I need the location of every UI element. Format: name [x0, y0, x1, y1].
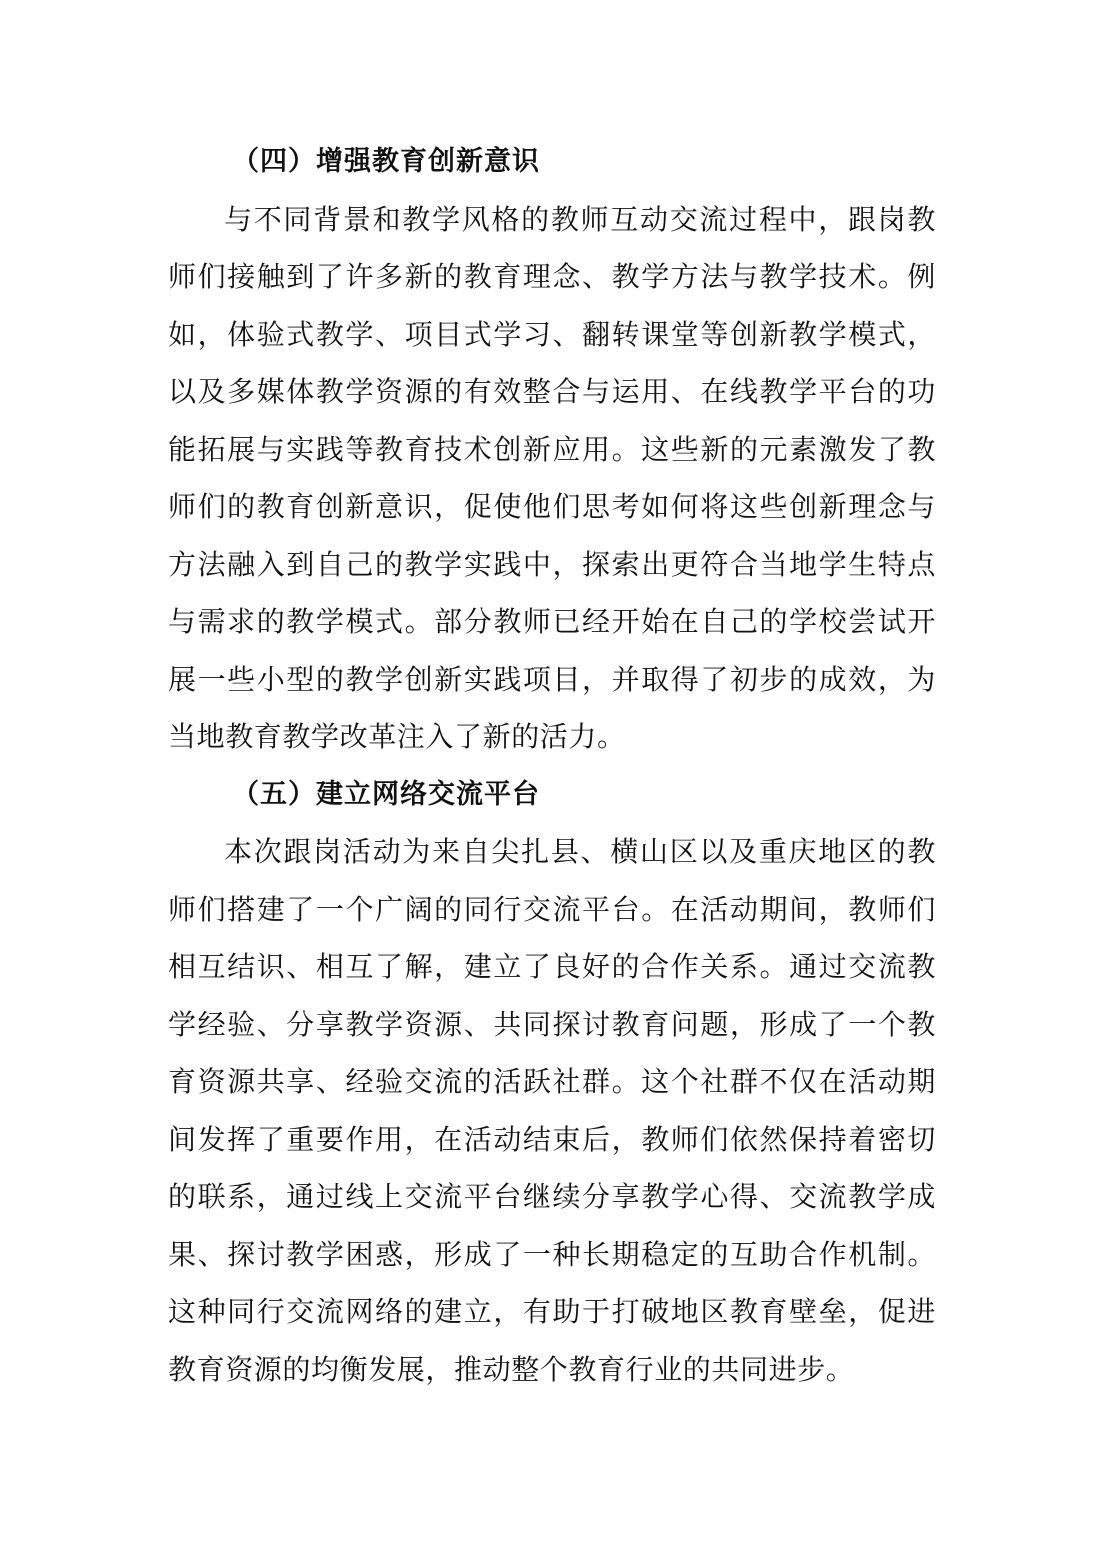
document-body — [168, 133, 936, 1398]
section-paragraph-network: 本次跟岗活动为来自尖扎县、横山区以及重庆地区的教师们搭建了一个广阔的同行交流平台。在活动期间，教师们相互结识、相互了解，建立了良好的合作关系。通过交流教学经验、分享教学资源、共同探讨教育问题，形成了一个教育资源共享、经验交流的活跃社群。这个社群不仅在活动期间发挥了重要作用，在活动结束后，教师们依然保持着密切的联系，通过线上交流平台继续分享教学心得、交流教学成果、探讨教学困惑，形成了一种长期稳定的互助合作机制。这种同行交流网络的建立，有助于打破地区教育壁垒，促进教育资源的均衡发展，推动整个教育行业的共同进步。 — [168, 835, 936, 1386]
section-heading-network: （五）建立网络交流平台 — [232, 778, 540, 810]
section-paragraph-innovation: 与不同背景和教学风格的教师互动交流过程中，跟岗教师们接触到了许多新的教育理念、教学方法与教学技术。例如，体验式教学、项目式学习、翻转课堂等创新教学模式，以及多媒体教学资源的有效整合与运用、在线教学平台的功能拓展与实践等教育技术创新应用。这些新的元素激发了教师们的教育创新意识，促使他们思考如何将这些创新理念与方法融入到自己的教学实践中，探索出更符合当地学生特点与需求的教学模式。部分教师已经开始在自己的学校尝试开展一些小型的教学创新实践项目，并取得了初步的成效，为当地教育教学改革注入了新的活力。 — [168, 202, 936, 753]
section-heading-innovation: （四）增强教育创新意识 — [232, 146, 540, 177]
